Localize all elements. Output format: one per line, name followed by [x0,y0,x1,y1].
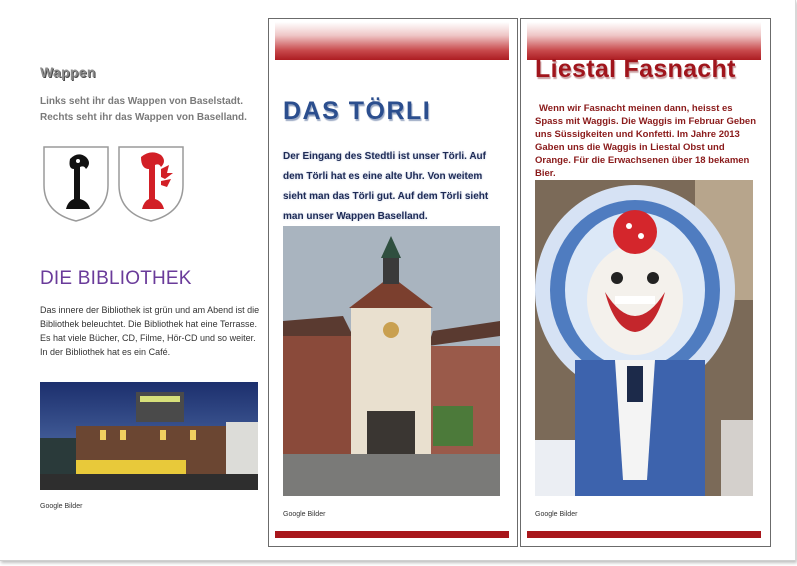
basel-stadt-shield-icon [40,143,112,223]
bibliothek-text: Das innere der Bibliothek ist grün und am Abend ist die Bibliothek beleuchtet. Die Bibliothek hat eine Terrasse. Es hat viele Bücher, CD, Filme, Hör-CD und so weiter. In der Bibliothek hat es ein Café. [40,305,260,357]
torli-bottom-bar [275,531,509,538]
wappen-heading: Wappen [40,64,96,80]
bibliothek-title: DIE BIBLIOTHEK [40,268,192,289]
torli-header-band [275,22,509,60]
torli-photo [283,226,500,496]
wappen-text: Links seht ihr das Wappen von Baselstadt. Rechts seht ihr das Wappen von Baselland. [40,96,247,123]
fasnacht-bottom-bar [527,531,761,538]
fasnacht-title: Liestal Fasnacht [535,55,736,83]
fasnacht-text: Wenn wir Fasnacht meinen dann, heisst es Spass mit Waggis. Die Waggis im Februar Geben uns Süssigkeiten und Konfetti. Im Jahre 2013 Gaben uns die Waggis in Liestal Obst und Orange. Für die Erwachsenen über 18 bekamen Bier. [535,103,757,179]
bibliothek-caption: Google Bilder [40,503,83,510]
basel-land-shield-icon [115,143,187,223]
torli-caption: Google Bilder [283,511,326,518]
torli-title: DAS TÖRLI [283,97,432,125]
fasnacht-caption: Google Bilder [535,511,578,518]
torli-text: Der Eingang des Stedtli ist unser Törli. Auf dem Törli hat es eine alte Uhr. Von weitem sieht man das Törli gut. Auf dem Törli sieht man unser Wappen Baselland. [283,151,489,222]
bibliothek-photo [40,382,258,490]
fasnacht-photo [535,180,753,496]
